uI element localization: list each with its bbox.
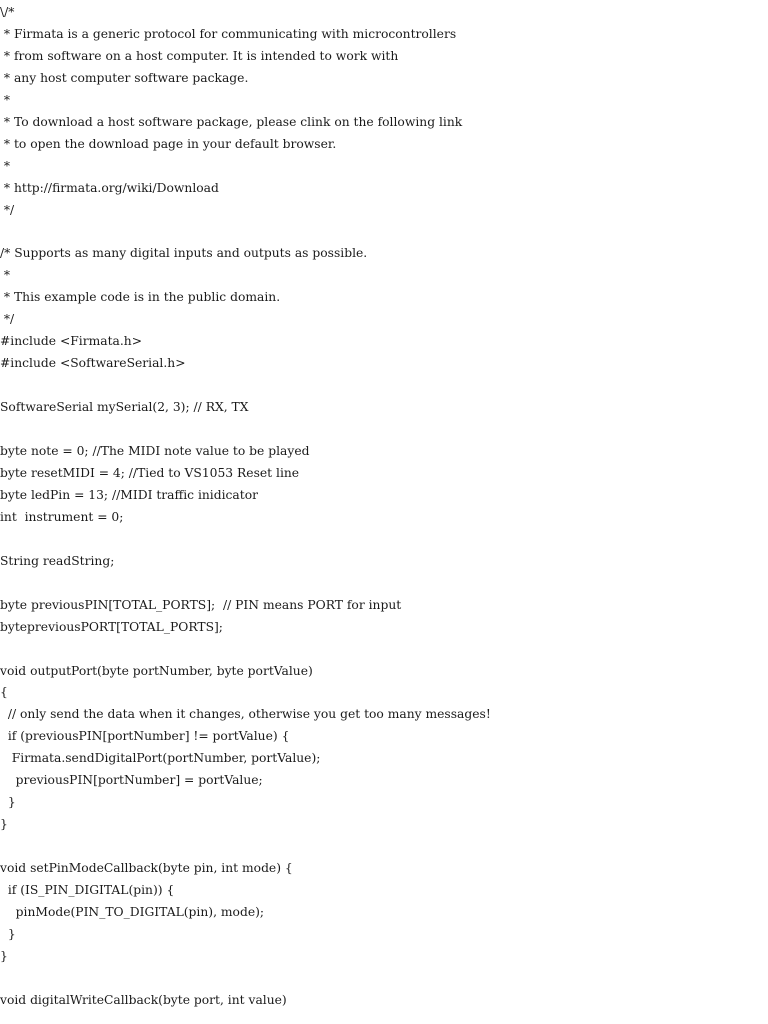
code-line: * any host computer software package. bbox=[0, 70, 249, 85]
code-line: void digitalWriteCallback(byte port, int value) bbox=[0, 992, 287, 1007]
code-line: * bbox=[0, 268, 11, 283]
code-line: byte previousPIN[TOTAL_PORTS]; // PIN means PORT for input bbox=[0, 597, 402, 612]
code-line: void outputPort(byte portNumber, byte portValue) bbox=[0, 663, 313, 678]
code-line: } bbox=[0, 795, 16, 810]
code-line: byte note = 0; //The MIDI note value to be played bbox=[0, 444, 310, 458]
code-line: pinMode(PIN_TO_DIGITAL(pin), mode); bbox=[0, 904, 265, 919]
code-line: * Firmata is a generic protocol for communicating with microcontrollers bbox=[0, 26, 457, 41]
code-line: previousPIN[portNumber] = portValue; bbox=[0, 773, 263, 788]
code-line: int instrument = 0; bbox=[0, 509, 124, 524]
code-line: * To download a host software package, please clink on the following link bbox=[0, 114, 463, 129]
code-line: } bbox=[0, 926, 16, 941]
code-line: * from software on a host computer. It is intended to work with bbox=[0, 48, 399, 63]
code-line: // only send the data when it changes, otherwise you get too many messages! bbox=[0, 707, 491, 722]
code-line: /* Supports as many digital inputs and outputs as possible. bbox=[0, 246, 368, 261]
code-line: */ bbox=[0, 202, 15, 217]
code-line: */ bbox=[0, 312, 15, 327]
code-line: SoftwareSerial mySerial(2, 3); // RX, TX bbox=[0, 400, 249, 415]
code-line: #include <Firmata.h> bbox=[0, 334, 142, 349]
code-line: Firmata.sendDigitalPort(portNumber, portValue); bbox=[0, 751, 321, 766]
code-line: byte ledPin = 13; //MIDI traffic inidicator bbox=[0, 487, 258, 502]
code-line: * bbox=[0, 158, 11, 173]
code-line: String readString; bbox=[0, 553, 115, 568]
code-line: * to open the download page in your default browser. bbox=[0, 136, 337, 151]
code-line: if (IS_PIN_DIGITAL(pin)) { bbox=[0, 883, 175, 897]
code-line: byte resetMIDI = 4; //Tied to VS1053 Reset line bbox=[0, 465, 300, 480]
code-line: #include <SoftwareSerial.h> bbox=[0, 356, 186, 371]
code-line: bytepreviousPORT[TOTAL_PORTS]; bbox=[0, 619, 223, 634]
code-line: \/* bbox=[0, 5, 15, 19]
code-line: * This example code is in the public domain. bbox=[0, 290, 281, 305]
code-line: } bbox=[0, 948, 8, 963]
code-line: { bbox=[0, 685, 8, 700]
code-line: void setPinModeCallback(byte pin, int mode) { bbox=[0, 861, 293, 876]
code-line: * http://firmata.org/wiki/Download bbox=[0, 180, 219, 195]
code-line: } bbox=[0, 817, 8, 832]
code-line: * bbox=[0, 92, 11, 107]
code-line: if (previousPIN[portNumber] != portValue) { bbox=[0, 729, 290, 744]
